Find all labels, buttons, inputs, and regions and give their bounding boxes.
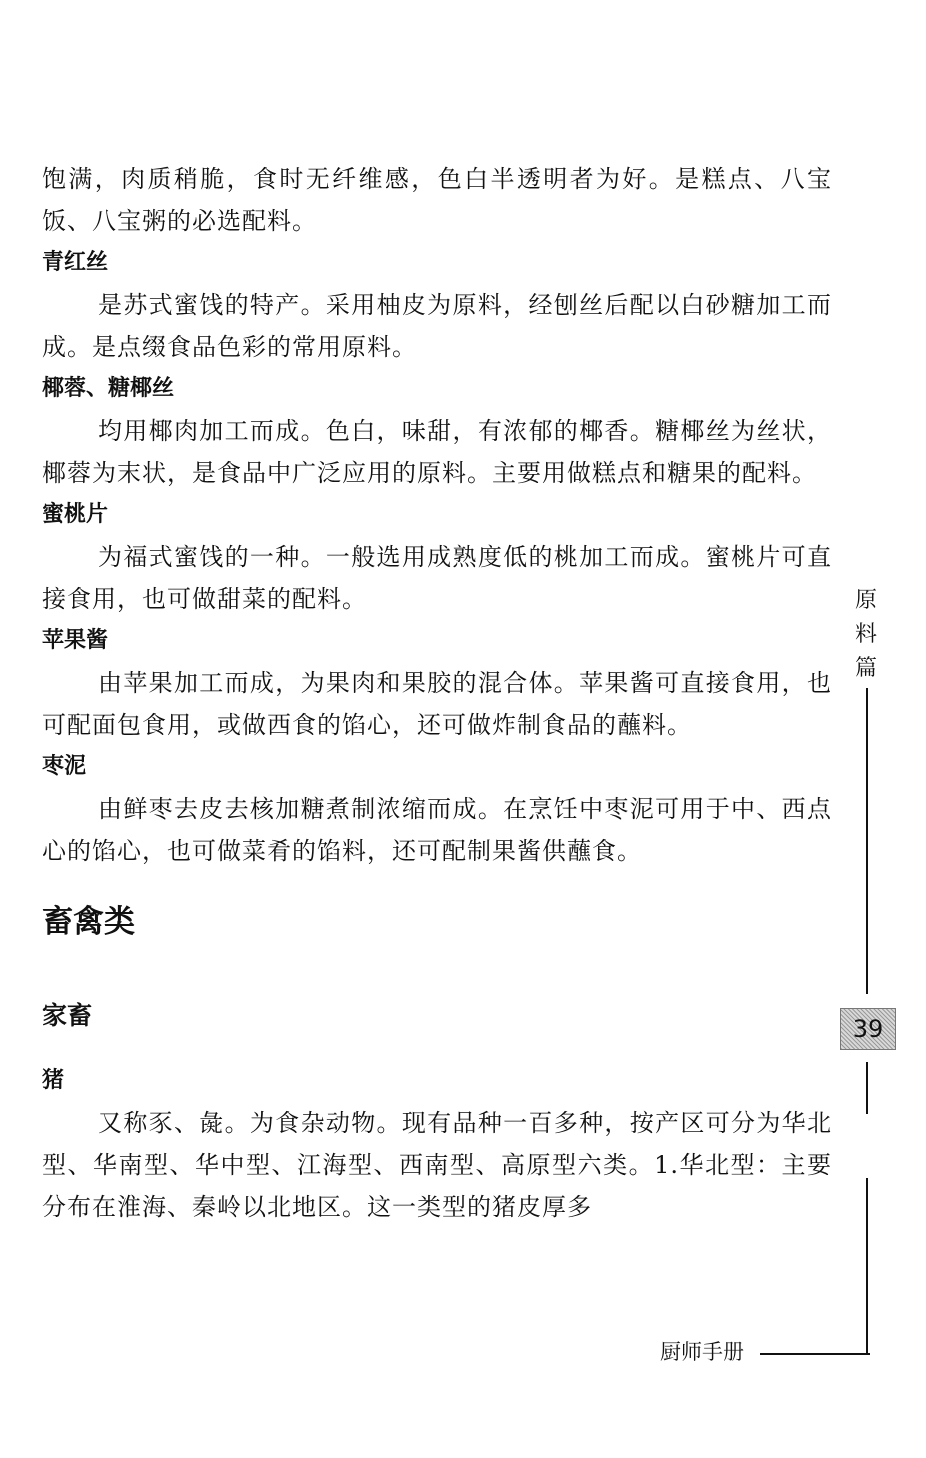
paragraph-yerong: 均用椰肉加工而成。色白，味甜，有浓郁的椰香。糖椰丝为丝状，椰蓉为末状，是食品中广泛应用的原料。主要用做糕点和糖果的配料。: [42, 417, 832, 487]
page-content: [42, 158, 832, 1228]
side-chapter-label: [852, 584, 880, 686]
paragraph-zaoni: 由鲜枣去皮去核加糖煮制浓缩而成。在烹饪中枣泥可用于中、西点心的馅心，也可做菜肴的馅料，还可配制果酱供蘸食。: [42, 795, 832, 865]
term-mitaopian: 蜜桃片: [42, 502, 109, 527]
paragraph-mitaopian: 为福式蜜饯的一种。一般选用成熟度低的桃加工而成。蜜桃片可直接食用，也可做甜菜的配料。: [42, 543, 832, 613]
paragraph-qinghongsi: 是苏式蜜饯的特产。采用柚皮为原料，经刨丝后配以白砂糖加工而成。是点缀食品色彩的常用原料。: [42, 291, 832, 361]
footer-book-title: 厨师手册: [660, 1340, 744, 1364]
side-char-2: 料: [854, 622, 877, 647]
term-qinghongsi: 青红丝: [42, 250, 109, 275]
side-char-3: 篇: [854, 656, 877, 681]
paragraph-zhu: 又称豕、彘。为食杂动物。现有品种一百多种，按产区可分为华北型、华南型、华中型、江海型、西南型、高原型六类。1.华北型：主要分布在淮海、秦岭以北地区。这一类型的猪皮厚多: [42, 1109, 832, 1221]
side-rule-upper: [866, 688, 868, 994]
paragraph-pingguojiang: 由苹果加工而成，为果肉和果胶的混合体。苹果酱可直接食用，也可配面包食用，或做西食的馅心，还可做炸制食品的蘸料。: [42, 669, 832, 739]
term-zhu: 猪: [42, 1068, 65, 1093]
section-title: 畜禽类: [42, 904, 135, 940]
side-char-1: 原: [854, 588, 877, 613]
side-rule-middle: [866, 1062, 868, 1114]
page-number: 39: [852, 1015, 884, 1043]
term-zaoni: 枣泥: [42, 754, 87, 779]
term-pingguojiang: 苹果酱: [42, 628, 109, 653]
footer-rule: [760, 1353, 870, 1355]
term-yerong: 椰蓉、糖椰丝: [42, 376, 175, 401]
paragraph-continued: 饱满，肉质稍脆，食时无纤维感，色白半透明者为好。是糕点、八宝饭、八宝粥的必选配料。: [42, 165, 832, 235]
page-number-box: [840, 1008, 896, 1050]
side-rule-lower: [866, 1178, 868, 1354]
subsection-title: 家畜: [42, 1001, 93, 1030]
